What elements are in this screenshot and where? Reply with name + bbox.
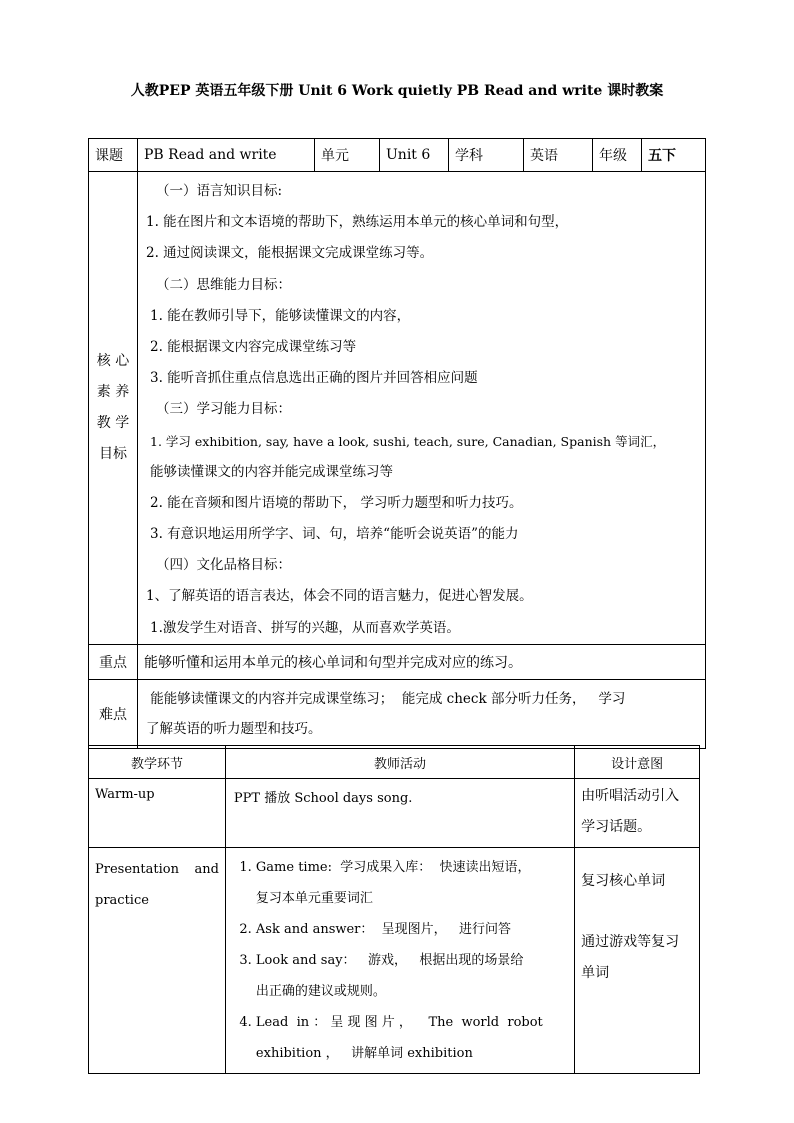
goal-line: 1. 能在教师引导下，能够读懂课文的内容， — [150, 307, 411, 324]
grade-label: 年级 — [593, 139, 642, 172]
presentation-stage-line — [95, 854, 225, 885]
grade-value: 五下 — [642, 139, 706, 172]
teaching-process-table — [88, 745, 700, 1074]
header-row — [89, 139, 706, 172]
warmup-intent-line: 由听唱活动引入 — [581, 788, 680, 804]
warmup-intent — [575, 779, 700, 848]
presentation-intent — [575, 848, 700, 1074]
key-point-label: 重点 — [89, 644, 138, 679]
presentation-stage — [89, 848, 226, 1074]
goal-heading: （四）文化品格目标： — [156, 557, 291, 574]
goal-line: 1.激发学生对语音、拼写的兴趣，从而喜欢学英语。 — [150, 619, 460, 636]
goal-line: 2. 通过阅读课文，能根据课文完成课堂练习等。 — [146, 245, 434, 262]
presentation-row — [89, 848, 700, 1074]
warmup-row — [89, 779, 700, 848]
difficulty-label: 难点 — [89, 679, 138, 748]
unit-value: Unit 6 — [380, 139, 449, 172]
goal-line: 3. 能听音抓住重点信息选出正确的图片并回答相应问题 — [150, 370, 478, 387]
goal-heading: （二）思维能力目标： — [156, 276, 291, 293]
activity-item — [256, 852, 568, 914]
goals-label-line: 目标 — [99, 445, 127, 462]
intent-header: 设计意图 — [575, 746, 700, 779]
goals-row — [89, 172, 706, 645]
topic-value: PB Read and write — [138, 139, 315, 172]
presentation-activities — [225, 848, 574, 1074]
stage-header: 教学环节 — [89, 746, 226, 779]
activity-line: 2. Ask and answer： 呈现图片， 进行问答 — [255, 922, 512, 937]
subject-value: 英语 — [524, 139, 593, 172]
goals-label-line: 核 心 — [96, 352, 130, 369]
activity-line: 3. Look and say： 游戏， 根据出现的场景给 — [255, 953, 524, 968]
goal-line: 1、了解英语的语言表达，体会不同的语言魅力，促进心智发展。 — [146, 588, 533, 605]
activity-line: 1. Game time: 学习成果入库： 快速读出短语， — [255, 860, 531, 875]
goal-line: 1. 能在图片和文本语境的帮助下，熟练运用本单元的核心单词和句型， — [146, 214, 569, 231]
key-point-text: 能够听懂和运用本单元的核心单词和句型并完成对应的练习。 — [138, 644, 706, 679]
difficulty-text — [138, 679, 706, 748]
lesson-info-table — [88, 138, 706, 749]
activity-item — [256, 1007, 568, 1069]
key-point-row — [89, 644, 706, 679]
goals-label-line: 素 养 — [96, 383, 130, 400]
stage-word: and — [194, 862, 219, 877]
activity-item — [256, 914, 568, 945]
unit-label: 单元 — [315, 139, 380, 172]
process-header-row — [89, 746, 700, 779]
subject-label: 学科 — [449, 139, 524, 172]
difficulty-line: 了解英语的听力题型和技巧。 — [146, 720, 322, 737]
goal-heading: （三）学习能力目标： — [156, 401, 291, 418]
goal-line: 2. 能根据课文内容完成课堂练习等 — [150, 338, 357, 355]
activity-item — [256, 945, 568, 1007]
activity-line: exhibition ， 讲解单词 exhibition — [255, 1046, 473, 1061]
activity-header: 教师活动 — [225, 746, 574, 779]
document-title: 人教PEP 英语五年级下册 Unit 6 Work quietly PB Read and write 课时教案 — [130, 83, 664, 99]
goals-label-line: 教 学 — [96, 414, 130, 431]
goals-label — [89, 172, 138, 645]
goals-content — [138, 172, 706, 645]
intent-spacer — [581, 897, 699, 927]
intent-line: 通过游戏等复习 — [581, 934, 680, 950]
activity-line: 4. Lead in ： 呈 现 图 片 ， The world robot — [255, 1015, 543, 1030]
goal-heading: （一）语言知识目标: — [156, 183, 283, 199]
intent-line: 单词 — [581, 965, 610, 981]
warmup-activity: PPT 播放 School days song. — [225, 779, 574, 848]
activity-line: 复习本单元重要词汇 — [255, 891, 373, 906]
goal-line: 1. 学习 exhibition, say, have a look, sushi, teach, sure, Canadian, Spanish 等词汇， — [150, 433, 666, 449]
topic-label: 课题 — [89, 139, 138, 172]
warmup-intent-line: 学习话题。 — [581, 819, 652, 835]
activity-line: 出正确的建议或规则。 — [255, 984, 386, 999]
goal-line: 3. 有意识地运用所学字、词、句，培养“能听会说英语”的能力 — [150, 526, 519, 543]
difficulty-row — [89, 679, 706, 748]
stage-word: Presentation — [95, 862, 179, 877]
goal-line: 2. 能在音频和图片语境的帮助下， 学习听力题型和听力技巧。 — [150, 494, 523, 511]
warmup-stage: Warm-up — [89, 779, 226, 848]
difficulty-line: 能能够读懂课文的内容并完成课堂练习； 能完成 check 部分听力任务， 学习 — [146, 690, 626, 707]
intent-line: 复习核心单词 — [581, 873, 666, 889]
goal-line: 能够读懂课文的内容并能完成课堂练习等 — [150, 463, 393, 480]
activity-list — [226, 848, 574, 1073]
stage-word: practice — [95, 893, 149, 908]
